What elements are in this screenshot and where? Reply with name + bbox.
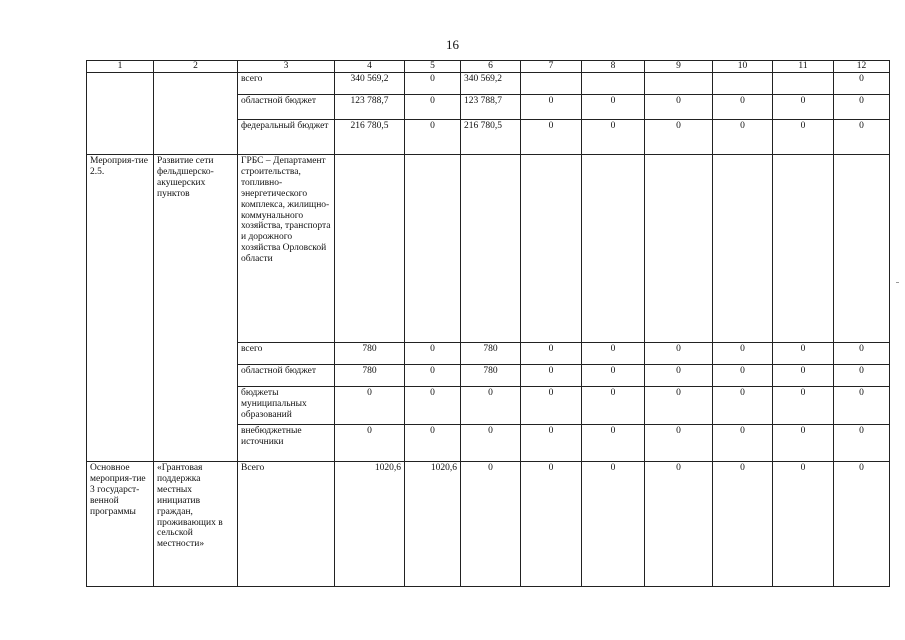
value-cell: 123 788,7	[335, 94, 405, 119]
value-cell: 0	[521, 94, 582, 119]
value-cell: 0	[521, 342, 582, 364]
value-cell	[773, 72, 834, 94]
value-cell: 0	[713, 342, 773, 364]
value-cell	[335, 154, 405, 342]
header-cell: 2	[154, 61, 238, 73]
value-cell: 0	[405, 119, 461, 154]
value-cell: 216 780,5	[461, 119, 521, 154]
value-cell: 0	[713, 386, 773, 424]
value-cell: 0	[521, 386, 582, 424]
value-cell: 0	[645, 461, 713, 586]
value-cell	[834, 154, 890, 342]
header-cell: 6	[461, 61, 521, 73]
value-cell: 0	[773, 386, 834, 424]
table-row	[87, 461, 890, 586]
value-cell: 0	[582, 461, 645, 586]
value-cell: 0	[834, 424, 890, 461]
value-cell: 216 780,5	[335, 119, 405, 154]
header-cell: 11	[773, 61, 834, 73]
header-cell: 7	[521, 61, 582, 73]
value-cell	[645, 72, 713, 94]
value-cell: 0	[773, 94, 834, 119]
value-cell: 123 788,7	[461, 94, 521, 119]
source-cell: областной бюджет	[238, 94, 335, 119]
value-cell: 0	[405, 72, 461, 94]
value-cell	[521, 72, 582, 94]
value-cell: 0	[834, 72, 890, 94]
value-cell: 0	[582, 342, 645, 364]
value-cell: 780	[461, 364, 521, 386]
value-cell: 780	[335, 342, 405, 364]
source-cell: всего	[238, 342, 335, 364]
header-row	[87, 61, 890, 73]
value-cell: 0	[521, 424, 582, 461]
value-cell	[582, 154, 645, 342]
header-cell: 3	[238, 61, 335, 73]
value-cell	[713, 72, 773, 94]
value-cell: 0	[713, 94, 773, 119]
value-cell: 0	[834, 94, 890, 119]
source-cell: бюджеты муниципальных образований	[238, 386, 335, 424]
value-cell: 780	[335, 364, 405, 386]
header-cell: 5	[405, 61, 461, 73]
value-cell: 0	[773, 364, 834, 386]
table-row	[87, 72, 890, 94]
source-cell: Всего	[238, 461, 335, 586]
value-cell: 0	[834, 386, 890, 424]
value-cell: 0	[645, 342, 713, 364]
value-cell: 0	[405, 386, 461, 424]
source-cell: внебюджетные источники	[238, 424, 335, 461]
value-cell: 0	[405, 342, 461, 364]
value-cell: 0	[773, 342, 834, 364]
value-cell: 0	[405, 364, 461, 386]
value-cell: 0	[834, 119, 890, 154]
budget-table	[86, 60, 890, 587]
value-cell: 340 569,2	[461, 72, 521, 94]
source-cell: всего	[238, 72, 335, 94]
value-cell: 1020,6	[405, 461, 461, 586]
scan-mark	[896, 282, 899, 283]
value-cell: 0	[461, 461, 521, 586]
value-cell	[461, 154, 521, 342]
header-cell: 10	[713, 61, 773, 73]
header-cell: 9	[645, 61, 713, 73]
value-cell	[773, 154, 834, 342]
table-row	[87, 154, 890, 342]
value-cell: 0	[773, 424, 834, 461]
value-cell	[713, 154, 773, 342]
value-cell: 0	[834, 461, 890, 586]
value-cell: 0	[713, 119, 773, 154]
value-cell: 0	[713, 461, 773, 586]
source-cell: ГРБС – Департамент строительства, топливно-энергетического комплекса, жилищно-коммунального хозяйства, транспорта и дорожного хозяйства Орловской области	[238, 154, 335, 342]
value-cell	[645, 154, 713, 342]
value-cell: 0	[335, 424, 405, 461]
value-cell: 1020,6	[335, 461, 405, 586]
source-cell: федеральный бюджет	[238, 119, 335, 154]
value-cell: 0	[461, 424, 521, 461]
value-cell: 0	[645, 94, 713, 119]
value-cell: 0	[335, 386, 405, 424]
value-cell: 0	[773, 119, 834, 154]
value-cell: 0	[405, 94, 461, 119]
value-cell: 0	[582, 386, 645, 424]
page-number: 16	[446, 37, 459, 52]
value-cell: 0	[645, 119, 713, 154]
header-cell: 8	[582, 61, 645, 73]
value-cell: 340 569,2	[335, 72, 405, 94]
measure-cell	[87, 72, 154, 154]
value-cell: 0	[645, 386, 713, 424]
value-cell: 0	[713, 424, 773, 461]
value-cell: 0	[521, 119, 582, 154]
value-cell	[582, 72, 645, 94]
value-cell: 780	[461, 342, 521, 364]
value-cell: 0	[461, 386, 521, 424]
value-cell: 0	[521, 461, 582, 586]
value-cell: 0	[834, 364, 890, 386]
source-cell: областной бюджет	[238, 364, 335, 386]
value-cell: 0	[773, 461, 834, 586]
value-cell: 0	[582, 424, 645, 461]
value-cell: 0	[834, 342, 890, 364]
value-cell: 0	[645, 364, 713, 386]
value-cell	[405, 154, 461, 342]
measure-cell: Основное мероприя-тие 3 государст-венной программы	[87, 461, 154, 586]
value-cell: 0	[405, 424, 461, 461]
value-cell: 0	[582, 94, 645, 119]
description-cell: Развитие сети фельдшерско-акушерских пунктов	[154, 154, 238, 461]
header-cell: 1	[87, 61, 154, 73]
value-cell: 0	[521, 364, 582, 386]
value-cell: 0	[645, 424, 713, 461]
measure-cell: Мероприя-тие 2.5.	[87, 154, 154, 461]
header-cell: 12	[834, 61, 890, 73]
value-cell: 0	[582, 364, 645, 386]
value-cell	[521, 154, 582, 342]
header-cell: 4	[335, 61, 405, 73]
description-cell	[154, 72, 238, 154]
description-cell: «Грантовая поддержка местных инициатив граждан, проживающих в сельской местности»	[154, 461, 238, 586]
value-cell: 0	[713, 364, 773, 386]
value-cell: 0	[582, 119, 645, 154]
